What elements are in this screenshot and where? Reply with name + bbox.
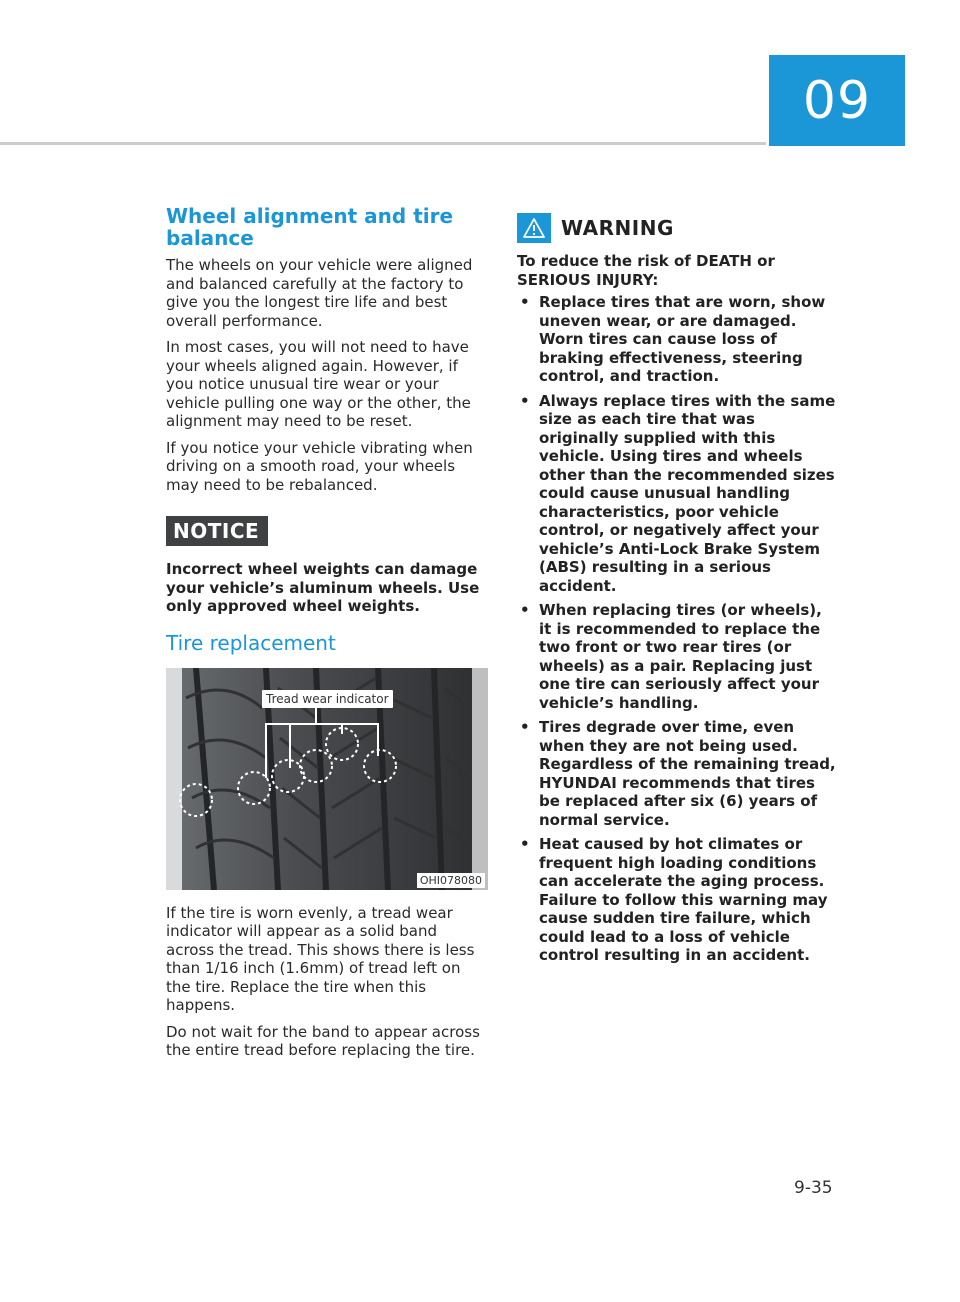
wheel-alignment-paragraph: The wheels on your vehicle were aligned and balanced carefully at the factory to give you the longest tire life and best overall performance. (166, 256, 473, 330)
warning-item: • Replace tires that are worn, show uneven wear, or are damaged. Worn tires can cause loss of braking effectiveness, steering control, and traction. (517, 293, 839, 386)
chapter-number: 09 (802, 70, 872, 131)
notice-text: Incorrect wheel weights can damage your vehicle’s aluminum wheels. Use only approved wheel weights. (166, 560, 480, 615)
warning-title: WARNING (561, 216, 674, 240)
wheel-alignment-paragraph: In most cases, you will not need to have your wheels aligned again. However, if you notice unusual tire wear or your vehicle pulling one way or the other, the alignment may need to be reset. (166, 338, 471, 430)
left-column (166, 205, 488, 1068)
warning-header (517, 213, 839, 243)
warning-item: • Tires degrade over time, even when they are not being used. Regardless of the remaining tread, HYUNDAI recommends that tires be replaced after six (6) years of normal service. (517, 718, 839, 829)
tire-replacement-paragraph: Do not wait for the band to appear across the entire tread before replacing the tire. (166, 1022, 480, 1059)
warning-triangle-icon (523, 218, 545, 238)
header-rule (0, 142, 766, 145)
warning-item: • Always replace tires with the same size as each tire that was originally supplied with this vehicle. Using tires and wheels other than the recommended sizes could cause unusual handling characteristics, poor vehicle control, or negatively affect your vehicle’s Anti-Lock Brake System (ABS) resulting in a serious accident. (517, 392, 839, 596)
tread-wear-indicator-label: Tread wear indicator (262, 690, 393, 708)
figure-code: OHI078080 (417, 873, 485, 888)
tire-replacement-title: Tire replacement (166, 630, 336, 655)
warning-badge (517, 213, 551, 243)
warning-item: • Heat caused by hot climates or frequent high loading conditions can accelerate the aging process. Failure to follow this warning may cause sudden tire failure, which could lead to a loss of vehicle control resulting in an accident. (517, 835, 839, 965)
tire-tread-figure (166, 668, 488, 890)
chapter-tab (769, 55, 905, 146)
wheel-alignment-paragraph: If you notice your vehicle vibrating when driving on a smooth road, your wheels may need to be rebalanced. (166, 438, 473, 494)
warning-item: • When replacing tires (or wheels), it is recommended to replace the two front or two rear tires (or wheels) as a pair. Replacing just one tire can seriously affect your vehicle’s handling. (517, 601, 839, 712)
page-number: 9-35 (794, 1178, 833, 1198)
notice-badge: NOTICE (166, 516, 268, 546)
warning-intro: To reduce the risk of DEATH or SERIOUS INJURY: (517, 252, 775, 289)
warning-list (517, 293, 839, 965)
tire-replacement-paragraph: If the tire is worn evenly, a tread wear indicator will appear as a solid band across the tread. This shows there is less than 1/16 inch (1.6mm) of tread left on the tire. Replace the tire when this happens. (166, 903, 475, 1014)
wheel-alignment-title: Wheel alignment and tire balance (166, 204, 454, 250)
right-column (517, 205, 839, 971)
